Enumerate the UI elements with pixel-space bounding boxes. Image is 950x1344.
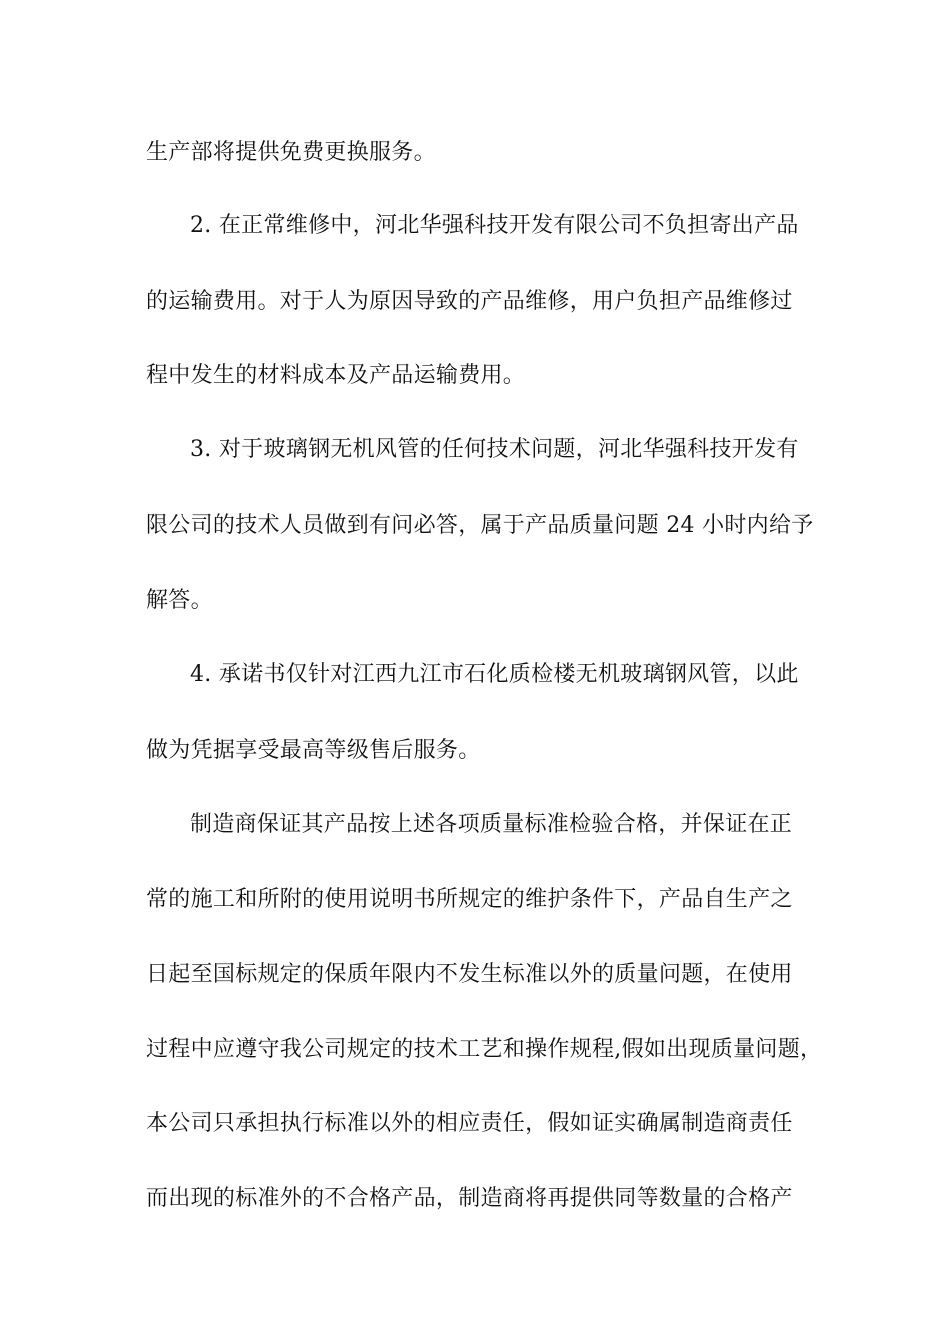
text-line: 限公司的技术人员做到有问必答，属于产品质量问题 24 小时内给予 [146, 513, 814, 538]
text-line: 日起至国标规定的保质年限内不发生标准以外的质量问题，在使用 [146, 962, 793, 987]
text-line: 常的施工和所附的使用说明书所规定的维护条件下，产品自生产之 [146, 887, 793, 912]
text-line: 本公司只承担执行标准以外的相应责任，假如证实确属制造商责任 [146, 1111, 793, 1136]
text-line: 解答。 [146, 588, 213, 613]
text-line: 程中发生的材料成本及产品运输费用。 [146, 363, 526, 388]
text-line: 做为凭据享受最高等级售后服务。 [146, 738, 481, 763]
text-line: 过程中应遵守我公司规定的技术工艺和操作规程,假如出现质量问题， [146, 1037, 823, 1062]
text-line: 的运输费用。对于人为原因导致的产品维修，用户负担产品维修过 [146, 289, 793, 314]
text-line: 3. 对于玻璃钢无机风管的任何技术问题，河北华强科技开发有 [190, 437, 799, 462]
text-line: 2. 在正常维修中，河北华强科技开发有限公司不负担寄出产品 [190, 213, 799, 238]
text-line: 制造商保证其产品按上述各项质量标准检验合格，并保证在正 [190, 812, 793, 837]
text-line: 生产部将提供免费更换服务。 [146, 140, 436, 165]
text-line: 而出现的标准外的不合格产品，制造商将再提供同等数量的合格产 [146, 1186, 793, 1211]
text-line: 4. 承诺书仅针对江西九江市石化质检楼无机玻璃钢风管，以此 [190, 662, 799, 687]
